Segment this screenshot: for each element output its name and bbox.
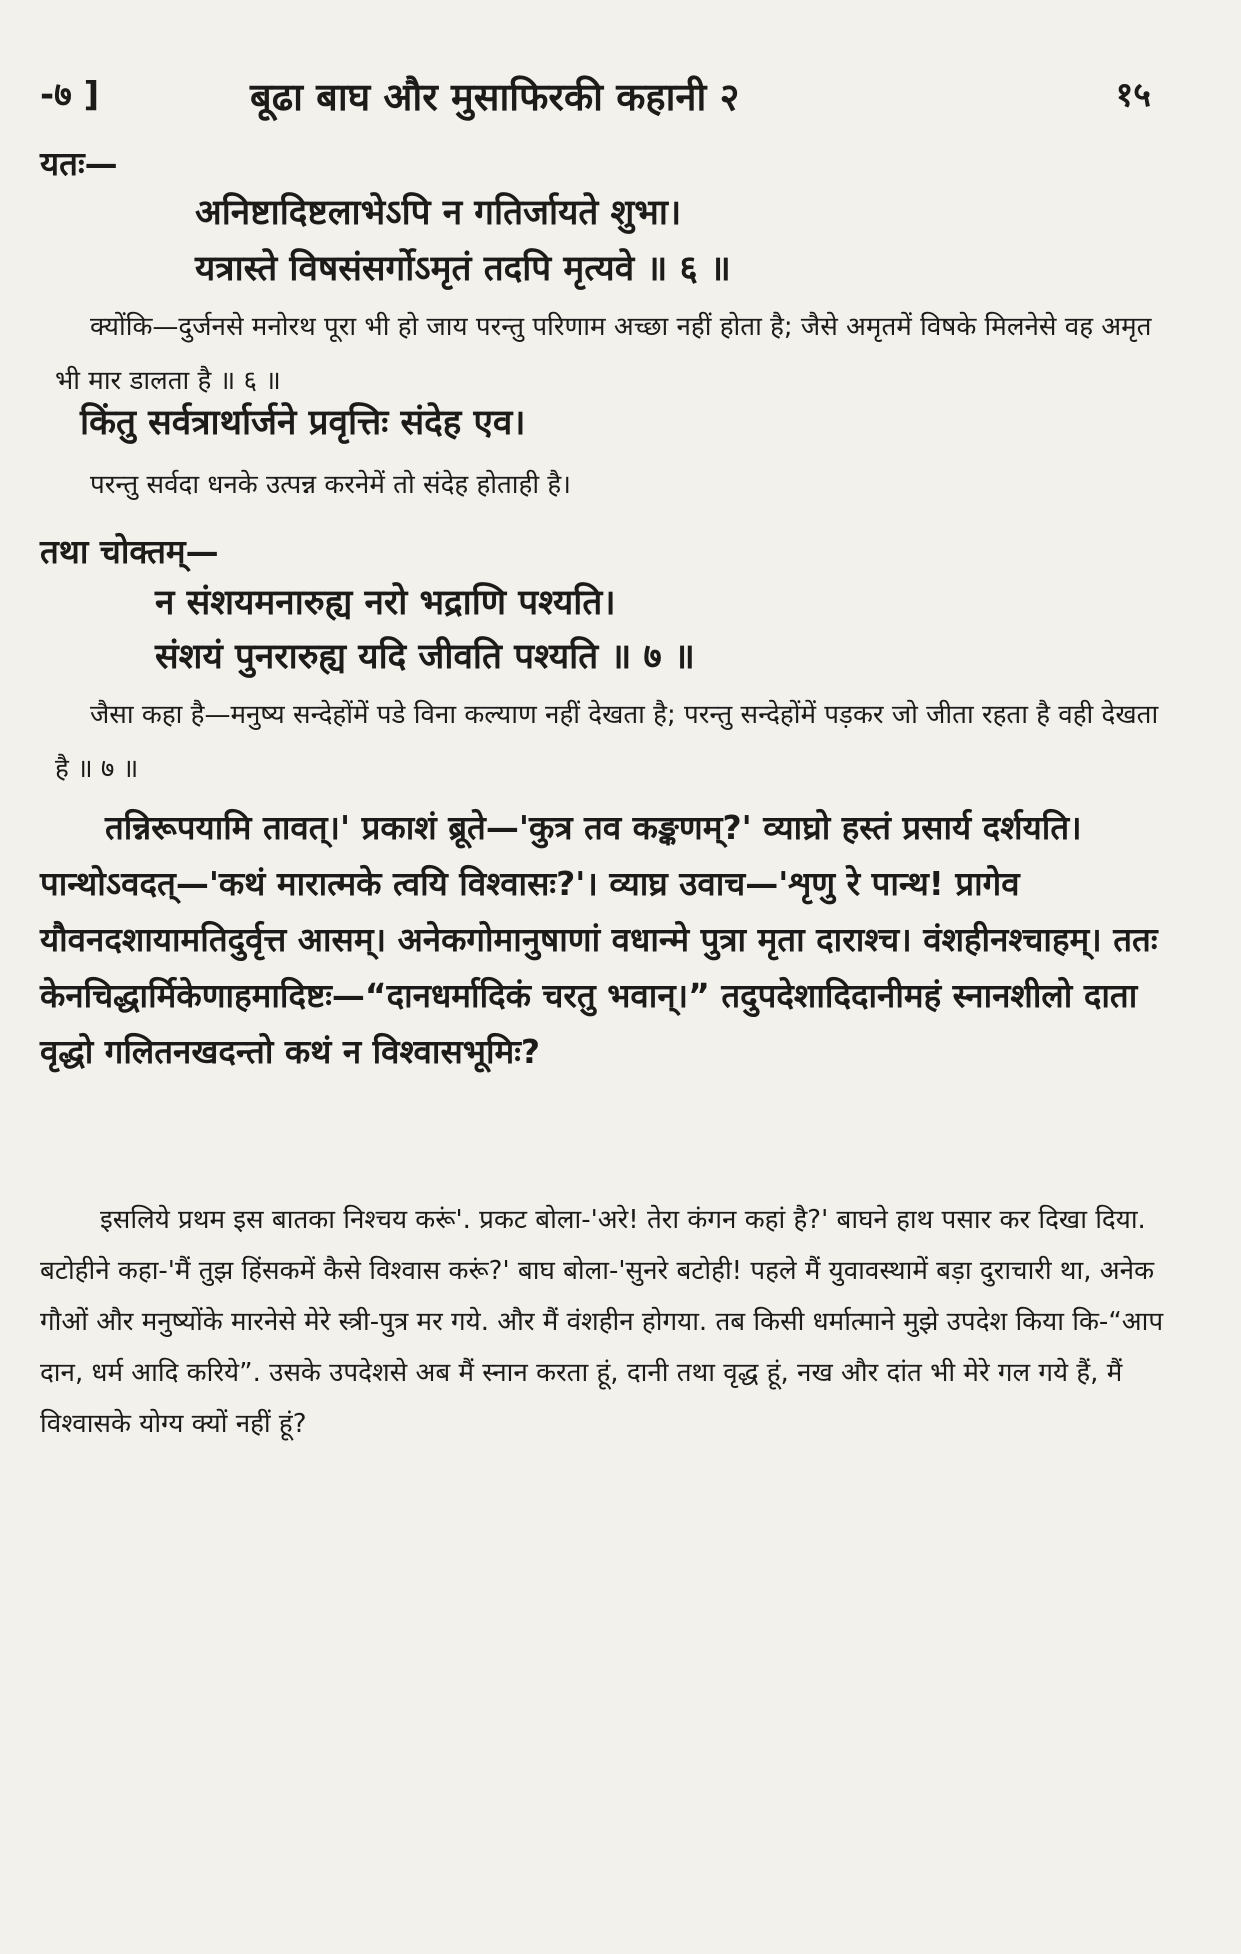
verse-intro-label: यतः—: [40, 144, 118, 183]
hindi-paragraph: इसलिये प्रथम इस बातका निश्चय करूं'. प्रकट बोला-'अरे! तेरा कंगन कहां है?' बाघने हाथ पसार कर दिखा दिया. बटोहीने कहा-'मैं तुझ हिंसकमें कैसे विश्वास करूं?' बाघ बोला-'सुनरे बटोही! पहले मैं युवावस्थामें बड़ा दुराचारी था, अनेक गौओं और मनुष्योंके मारनेसे मेरे स्त्री-पुत्र मर गये. और मैं वंशहीन होगया. तब किसी धर्मात्माने मुझे उपदेश किया कि-“आप दान, धर्म आदि करिये”. उसके उपदेशसे अब मैं स्नान करता हूं, दानी तथा वृद्ध हूं, नख और दांत भी मेरे गल गये हैं, मैं विश्वासके योग्य क्यों नहीं हूं?: [40, 1205, 1164, 1439]
hindi-translation: क्योंकि—दुर्जनसे मनोरथ पूरा भी हो जाय परन्तु परिणाम अच्छा नहीं होता है; जैसे अमृतमें विषके मिलनेसे वह अमृत भी मार डालता है ॥ ६ ॥: [55, 312, 1152, 396]
running-header: [0, 70, 1241, 120]
sanskrit-paragraph: तन्निरूपयामि तावत्।' प्रकाशं ब्रूते—'कुत्र तव कङ्कणम्?' व्याघ्रो हस्तं प्रसार्य दर्शयति। पान्थोऽवदत्—'कथं मारात्मके त्वयि विश्वासः?'। व्याघ्र उवाच—'शृणु रे पान्थ! प्रागेव यौवनदशायामतिदुर्वृत्त आसम्। अनेकगोमानुषाणां वधान्मे पुत्रा मृता दाराश्च। वंशहीनश्चाहम्। ततः केनचिद्धार्मिकेणाहमादिष्टः—“दानधर्मादिकं चरतु भवान्।” तदुपदेशादिदानीमहं स्नानशीलो दाता वृद्धो गलितनखदन्तो कथं न विश्वासभूमिः?: [40, 808, 1158, 1071]
hindi-translation: जैसा कहा है—मनुष्य सन्देहोंमें पडे विना कल्याण नहीं देखता है; परन्तु सन्देहोंमें पड़कर जो जीता रहता है वही देखता है ॥ ७ ॥: [55, 700, 1159, 784]
sanskrit-verse-line: यत्रास्ते विषसंसर्गोऽमृतं तदपि मृत्यवे ॥ ६ ॥: [195, 249, 731, 289]
page-number: १५: [1115, 75, 1151, 115]
page-title: बूढा बाघ और मुसाफिरकी कहानी २: [250, 75, 740, 119]
verse-intro-label: तथा चोक्तम्—: [40, 532, 219, 571]
sanskrit-verse-line: न संशयमनारुह्य नरो भद्राणि पश्यति।: [155, 583, 616, 623]
chapter-marker: -७ ]: [40, 75, 100, 115]
sanskrit-verse-line: अनिष्टादिष्टलाभेऽपि न गतिर्जायते शुभा।: [195, 193, 682, 233]
sanskrit-verse-line: संशयं पुनरारुह्य यदि जीवति पश्यति ॥ ७ ॥: [155, 637, 695, 677]
sanskrit-prose-line: किंतु सर्वत्रार्थार्जने प्रवृत्तिः संदेह एव।: [80, 403, 526, 443]
hindi-translation: परन्तु सर्वदा धनके उत्पन्न करनेमें तो संदेह होताही है।: [90, 470, 571, 500]
